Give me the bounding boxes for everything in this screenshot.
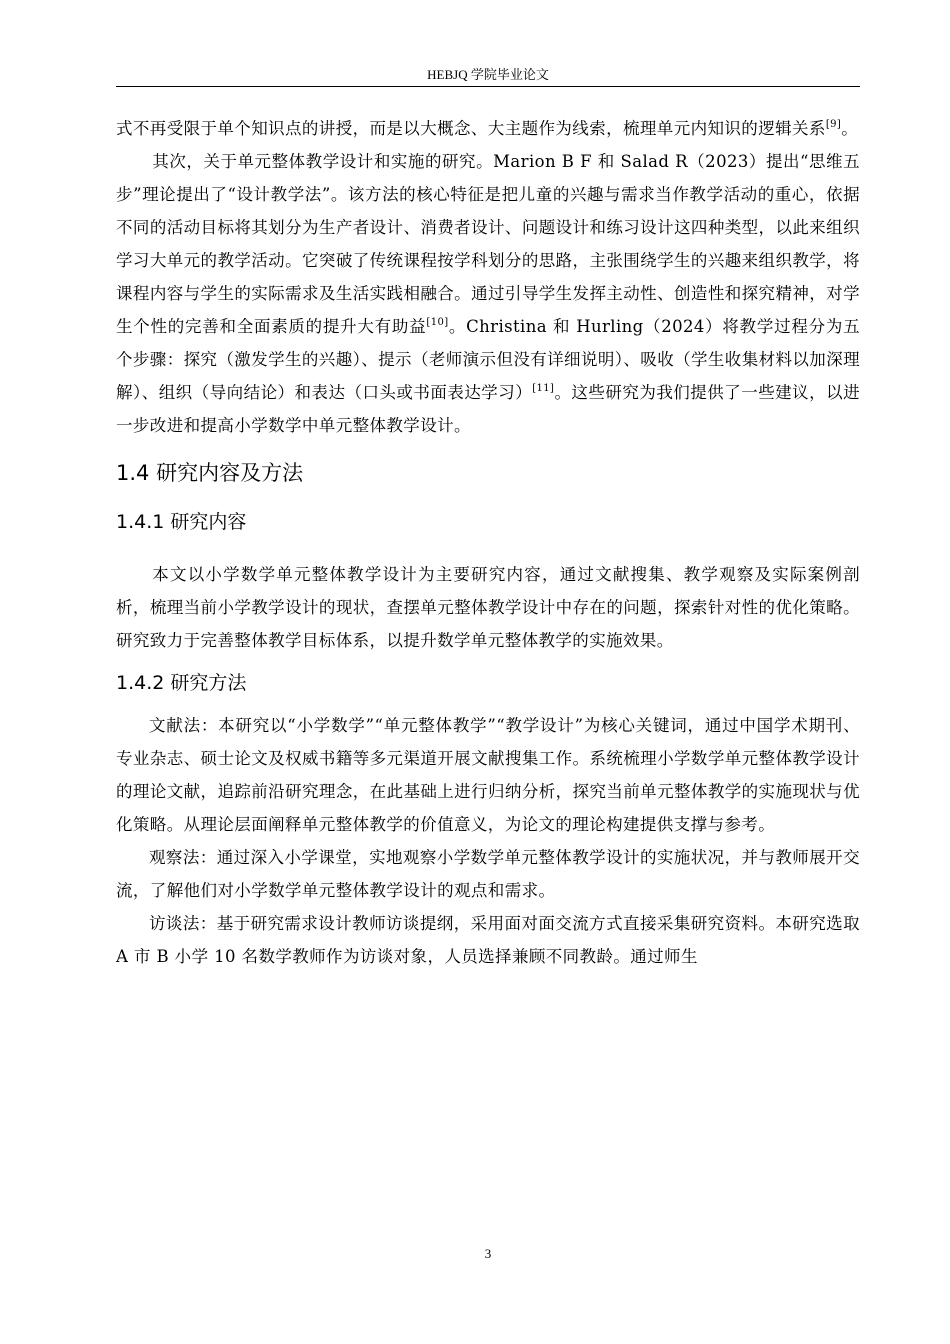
paragraph-observation-method: 观察法：通过深入小学课堂，实地观察小学数学单元整体教学设计的实施状况，并与教师展开交流，了解他们对小学数学单元整体教学设计的观点和需求。	[116, 848, 860, 900]
paragraph-research-content: 本文以小学数学单元整体教学设计为主要研究内容，通过文献搜集、教学观察及实际案例剖析，梳理当前小学教学设计的现状，查摆单元整体教学设计中存在的问题，探索针对性的优化策略。研究致力于完善整体教学目标体系，以提升数学单元整体教学的实施效果。	[116, 565, 860, 650]
section-heading-1-4: 1.4 研究内容及方法	[116, 461, 304, 485]
citation-9[interactable]: [9]	[825, 119, 842, 130]
section-heading-1-4-2: 1.4.2 研究方法	[116, 672, 247, 694]
citation-10[interactable]: [10]	[426, 317, 449, 328]
header-rule	[116, 86, 860, 87]
paragraph-text: 。	[841, 119, 859, 138]
paragraph-text: 其次，关于单元整体教学设计和实施的研究。Marion B F 和 Salad R（2023）提出“思维五步”理论提出了“设计教学法”。该方法的核心特征是把儿童的兴趣与需求当作教学活动的重心，依据不同的活动目标将其划分为生产者设计、消费者设计、问题设计和练习设计这四种类型，以此来组织学习大单元的教学活动。它突破了传统课程按学科划分的思路，主张围绕学生的兴趣来组织教学，将课程内容与学生的实际需求及生活实践相融合。通过引导学生发挥主动性、创造性和探究精神，对学生个性的完善和全面素质的提升大有助益	[116, 152, 860, 336]
paragraph-continuation	[116, 112, 860, 145]
paragraph-text: 式不再受限于单个知识点的讲授，而是以大概念、大主题作为线索，梳理单元内知识的逻辑关系	[116, 119, 826, 138]
section-heading-1-4-1: 1.4.1 研究内容	[116, 511, 247, 533]
paragraph-literature-method: 文献法：本研究以“小学数学”“单元整体教学”“教学设计”为核心关键词，通过中国学术期刊、专业杂志、硕士论文及权威书籍等多元渠道开展文献搜集工作。系统梳理小学数学单元整体教学设计的理论文献，追踪前沿研究理念，在此基础上进行归纳分析，探究当前单元整体教学的实施现状与优化策略。从理论层面阐释单元整体教学的价值意义，为论文的理论构建提供支撑与参考。	[116, 716, 860, 834]
running-header: HEBJQ 学院毕业论文	[427, 67, 549, 82]
paragraph-interview-method: 访谈法：基于研究需求设计教师访谈提纲，采用面对面交流方式直接采集研究资料。本研究选取 A 市 B 小学 10 名数学教师作为访谈对象，人员选择兼顾不同教龄。通过师生	[116, 914, 860, 966]
paragraph-text: 。Christina 和 Hurling（2024）将教学过程分为五个步骤：探究（激发学生的兴趣）、提示（老师演示但没有详细说明）、吸收（学生收集材料以加深理解）、组织（导向结论）和表达（口头或书面表达学习）	[116, 317, 861, 402]
paragraph-unit-design-research	[116, 145, 860, 442]
paragraph-text: 。这些研究为我们提供了一些建议，以进一步改进和提高小学数学中单元整体教学设计。	[116, 383, 861, 435]
page-content	[116, 112, 860, 973]
page-number: 3	[484, 1246, 492, 1261]
citation-11[interactable]: [11]	[532, 383, 555, 394]
